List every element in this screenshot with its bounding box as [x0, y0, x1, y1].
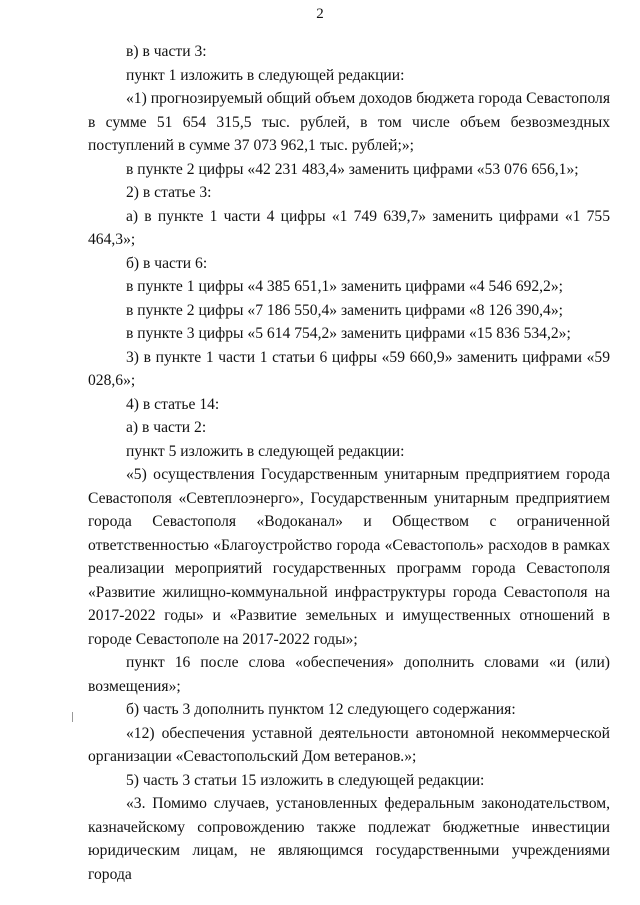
paragraph: «1) прогнозируемый общий объем доходов бюджета города Севастополя в сумме 51 654 315,5 тыс. рублей, в том числе объем безвозмездных поступлений в сумме 37 073 962,1 тыс. рублей;»; — [88, 90, 610, 154]
paragraph: в пункте 1 цифры «4 385 651,1» заменить цифрами «4 546 692,2»; — [126, 278, 563, 295]
paragraph: 3) в пункте 1 части 1 статьи 6 цифры «59 660,9» заменить цифрами «59 028,6»; — [88, 348, 610, 389]
paragraph: «5) осуществления Государственным унитарным предприятием города Севастополя «Севтеплоэнерго», Государственным унитарным предприятием города Севастополя «Водоканал» и Обществом с ограниченной ответственностью «Благоустройство города «Севастополь» расходов в рамках реализации мероприятий государственных программ города Севастополя «Развитие жилищно-коммунальной инфраструктуры города Севастополя на 2017-2022 годы» и «Развитие земельных и имущественных отношений в городе Севастополе на 2017-2022 годы»; — [88, 466, 610, 648]
scan-mark — [72, 712, 73, 722]
paragraph: «3. Помимо случаев, установленных федеральным законодательством, казначейскому сопровождению также подлежат бюджетные инвестиции юридическим лицам, не являющимся государственными учреждениями города — [88, 795, 610, 883]
paragraph: 5) часть 3 статьи 15 изложить в следующей редакции: — [126, 771, 485, 789]
paragraph: в пункте 2 цифры «7 186 550,4» заменить цифрами «8 126 390,4»; — [126, 301, 563, 319]
paragraph: пункт 5 изложить в следующей редакции: — [126, 442, 405, 460]
paragraph: а) в части 2: — [126, 419, 207, 436]
paragraph: б) в части 6: — [126, 254, 208, 272]
paragraph: б) часть 3 дополнить пунктом 12 следующего содержания: — [126, 701, 516, 718]
document-body — [88, 40, 610, 886]
paragraph: в пункте 2 цифры «42 231 483,4» заменить цифрами «53 076 656,1»; — [126, 160, 579, 178]
page-number: 2 — [316, 6, 324, 22]
paragraph: а) в пункте 1 части 4 цифры «1 749 639,7» заменить цифрами «1 755 464,3»; — [88, 207, 610, 248]
paragraph: 4) в статье 14: — [126, 395, 220, 413]
paragraph: пункт 16 после слова «обеспечения» дополнить словами «и (или) возмещения»; — [88, 654, 610, 695]
paragraph: 2) в статье 3: — [126, 184, 212, 201]
paragraph: в пункте 3 цифры «5 614 754,2» заменить цифрами «15 836 534,2»; — [126, 325, 571, 342]
paragraph: в) в части 3: — [126, 43, 207, 60]
paragraph: «12) обеспечения уставной деятельности автономной некоммерческой организации «Севастопольский Дом ветеранов.»; — [88, 724, 610, 765]
paragraph: пункт 1 изложить в следующей редакции: — [126, 66, 405, 84]
